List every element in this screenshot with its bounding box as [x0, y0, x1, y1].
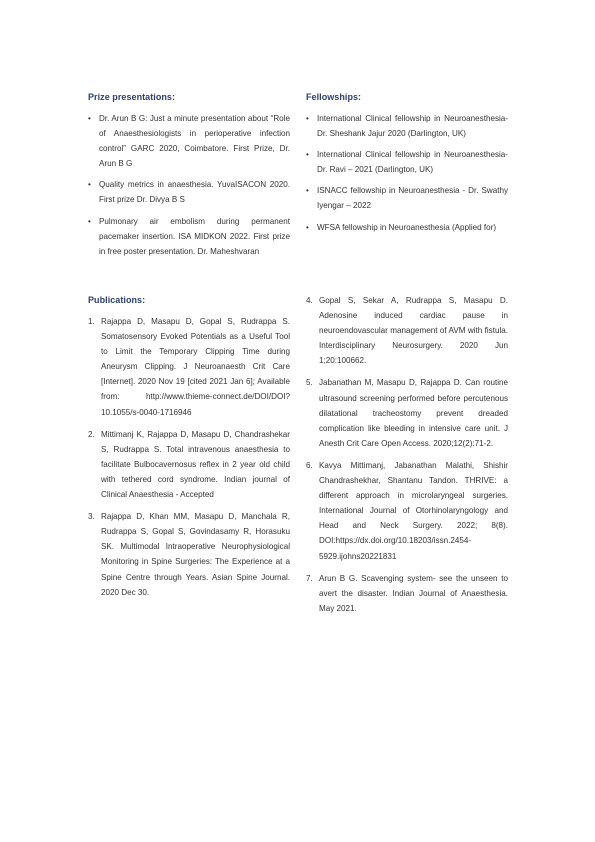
fellowship-item: • International Clinical fellowship in Neuroanesthesia- Dr. Sheshank Jajur 2020 (Darlington, UK)	[306, 111, 508, 141]
publications-list-left	[88, 314, 290, 600]
publication-number: 5.	[306, 378, 313, 388]
publication-number: 3.	[88, 512, 95, 522]
publication-item	[88, 509, 290, 600]
publication-item	[306, 458, 508, 564]
fellowship-item: • International Clinical fellowship in Neuroanesthesia- Dr. Ravi – 2021 (Darlington, UK)	[306, 147, 508, 177]
publication-text: Gopal S, Sekar A, Rudrappa S, Masapu D. Adenosine induced cardiac pause in neuroendovascular management of AVM with fistula. Interdisciplinary Neurosurgery. 2020 Jun 1;20:100662.	[319, 296, 508, 366]
publication-text: Arun B G. Scavenging system- see the unseen to avert the disaster. Indian Journal of Anaesthesia. May 2021.	[319, 573, 508, 613]
publication-item	[306, 293, 508, 368]
publication-number: 6.	[306, 460, 313, 470]
fellowships-heading: Fellowships:	[306, 92, 362, 102]
publications-heading: Publications:	[88, 295, 146, 305]
publication-text: Jabanathan M, Masapu D, Rajappa D. Can routine ultrasound screening performed before percutenous dilatational tracheostomy prevent dreaded complication like bleeding in intensive care unit. J Anesth Crit Care Open Access. 2020;12(2):71-2.	[319, 378, 508, 448]
fellowships-section	[306, 92, 508, 241]
publications-section	[88, 295, 290, 607]
publication-text: Mittimanj K, Rajappa D, Masapu D, Chandrashekar S, Rudrappa S. Total intravenous anaesthesia to facilitate Bulbocavernosus reflex in 2 year old child with tethered cord syndrome. Indian journal of Clinical Anaesthesia - Accepted	[101, 429, 290, 500]
publication-item	[88, 314, 290, 420]
fellowship-item: • WFSA fellowship in Neuroanesthesia (Applied for)	[306, 220, 508, 235]
publication-item	[88, 427, 290, 502]
publications-continued	[306, 293, 508, 623]
publication-item	[306, 375, 508, 450]
publication-number: 4.	[306, 296, 313, 305]
prize-list	[88, 111, 290, 259]
prize-item: • Dr. Arun B G: Just a minute presentation about “Role of Anaesthesiologists in perioperative infection control” GARC 2020, Coimbatore. First Prize, Dr. Arun B G	[88, 111, 290, 171]
prize-presentations-heading: Prize presentations:	[88, 92, 176, 102]
prize-presentations-section	[88, 92, 290, 265]
publication-number: 1.	[88, 317, 95, 326]
publication-text: Kavya Mittimanj, Jabanathan Malathi, Shishir Chandrashekhar, Shantanu Tandon. THRIVE: a different approach in microlaryngeal surgeries. International Journal of Otorhinolaryngology and Head and Neck Surgery. 2022; 8(8). DOI:https://dx.doi.org/10.18203/issn.2454-5929.ijohns20221831	[319, 460, 508, 561]
publication-item	[306, 571, 508, 616]
publication-number: 7.	[306, 573, 313, 583]
publication-text: Rajappa D, Masapu D, Gopal S, Rudrappa S. Somatosensory Evoked Potentials as a Useful Tool to Limit the Temporary Clipping Time during Aneurysm Clipping. J Neuroanaesth Crit Care [Internet]. 2020 Nov 19 [cited 2021 Jan 6]; Available from: http://www.thieme-connect.de/DOI/DOI?10.1055/s-0040-1716946	[101, 317, 290, 417]
publications-list-right	[306, 293, 508, 616]
publication-number: 2.	[88, 429, 95, 439]
publication-text: Rajappa D, Khan MM, Masapu D, Manchala R, Rudrappa S, Gopal S, Govindasamy R, Horasuku SK. Multimodal Intraoperative Neurophysiological Monitoring in Spine Surgeries: The Experience at a Spine Centre through Years. Asian Spine Journal. 2020 Dec 30.	[101, 512, 290, 597]
prize-item: • Pulmonary air embolism during permanent pacemaker insertion. ISA MIDKON 2022. First prize in free poster presentation. Dr. Maheshvaran	[88, 214, 290, 259]
fellowships-list	[306, 111, 508, 235]
fellowship-item: • ISNACC fellowship in Neuroanesthesia - Dr. Swathy Iyengar – 2022	[306, 183, 508, 213]
prize-item: • Quality metrics in anaesthesia. YuvaISACON 2020. First prize Dr. Divya B S	[88, 177, 290, 207]
